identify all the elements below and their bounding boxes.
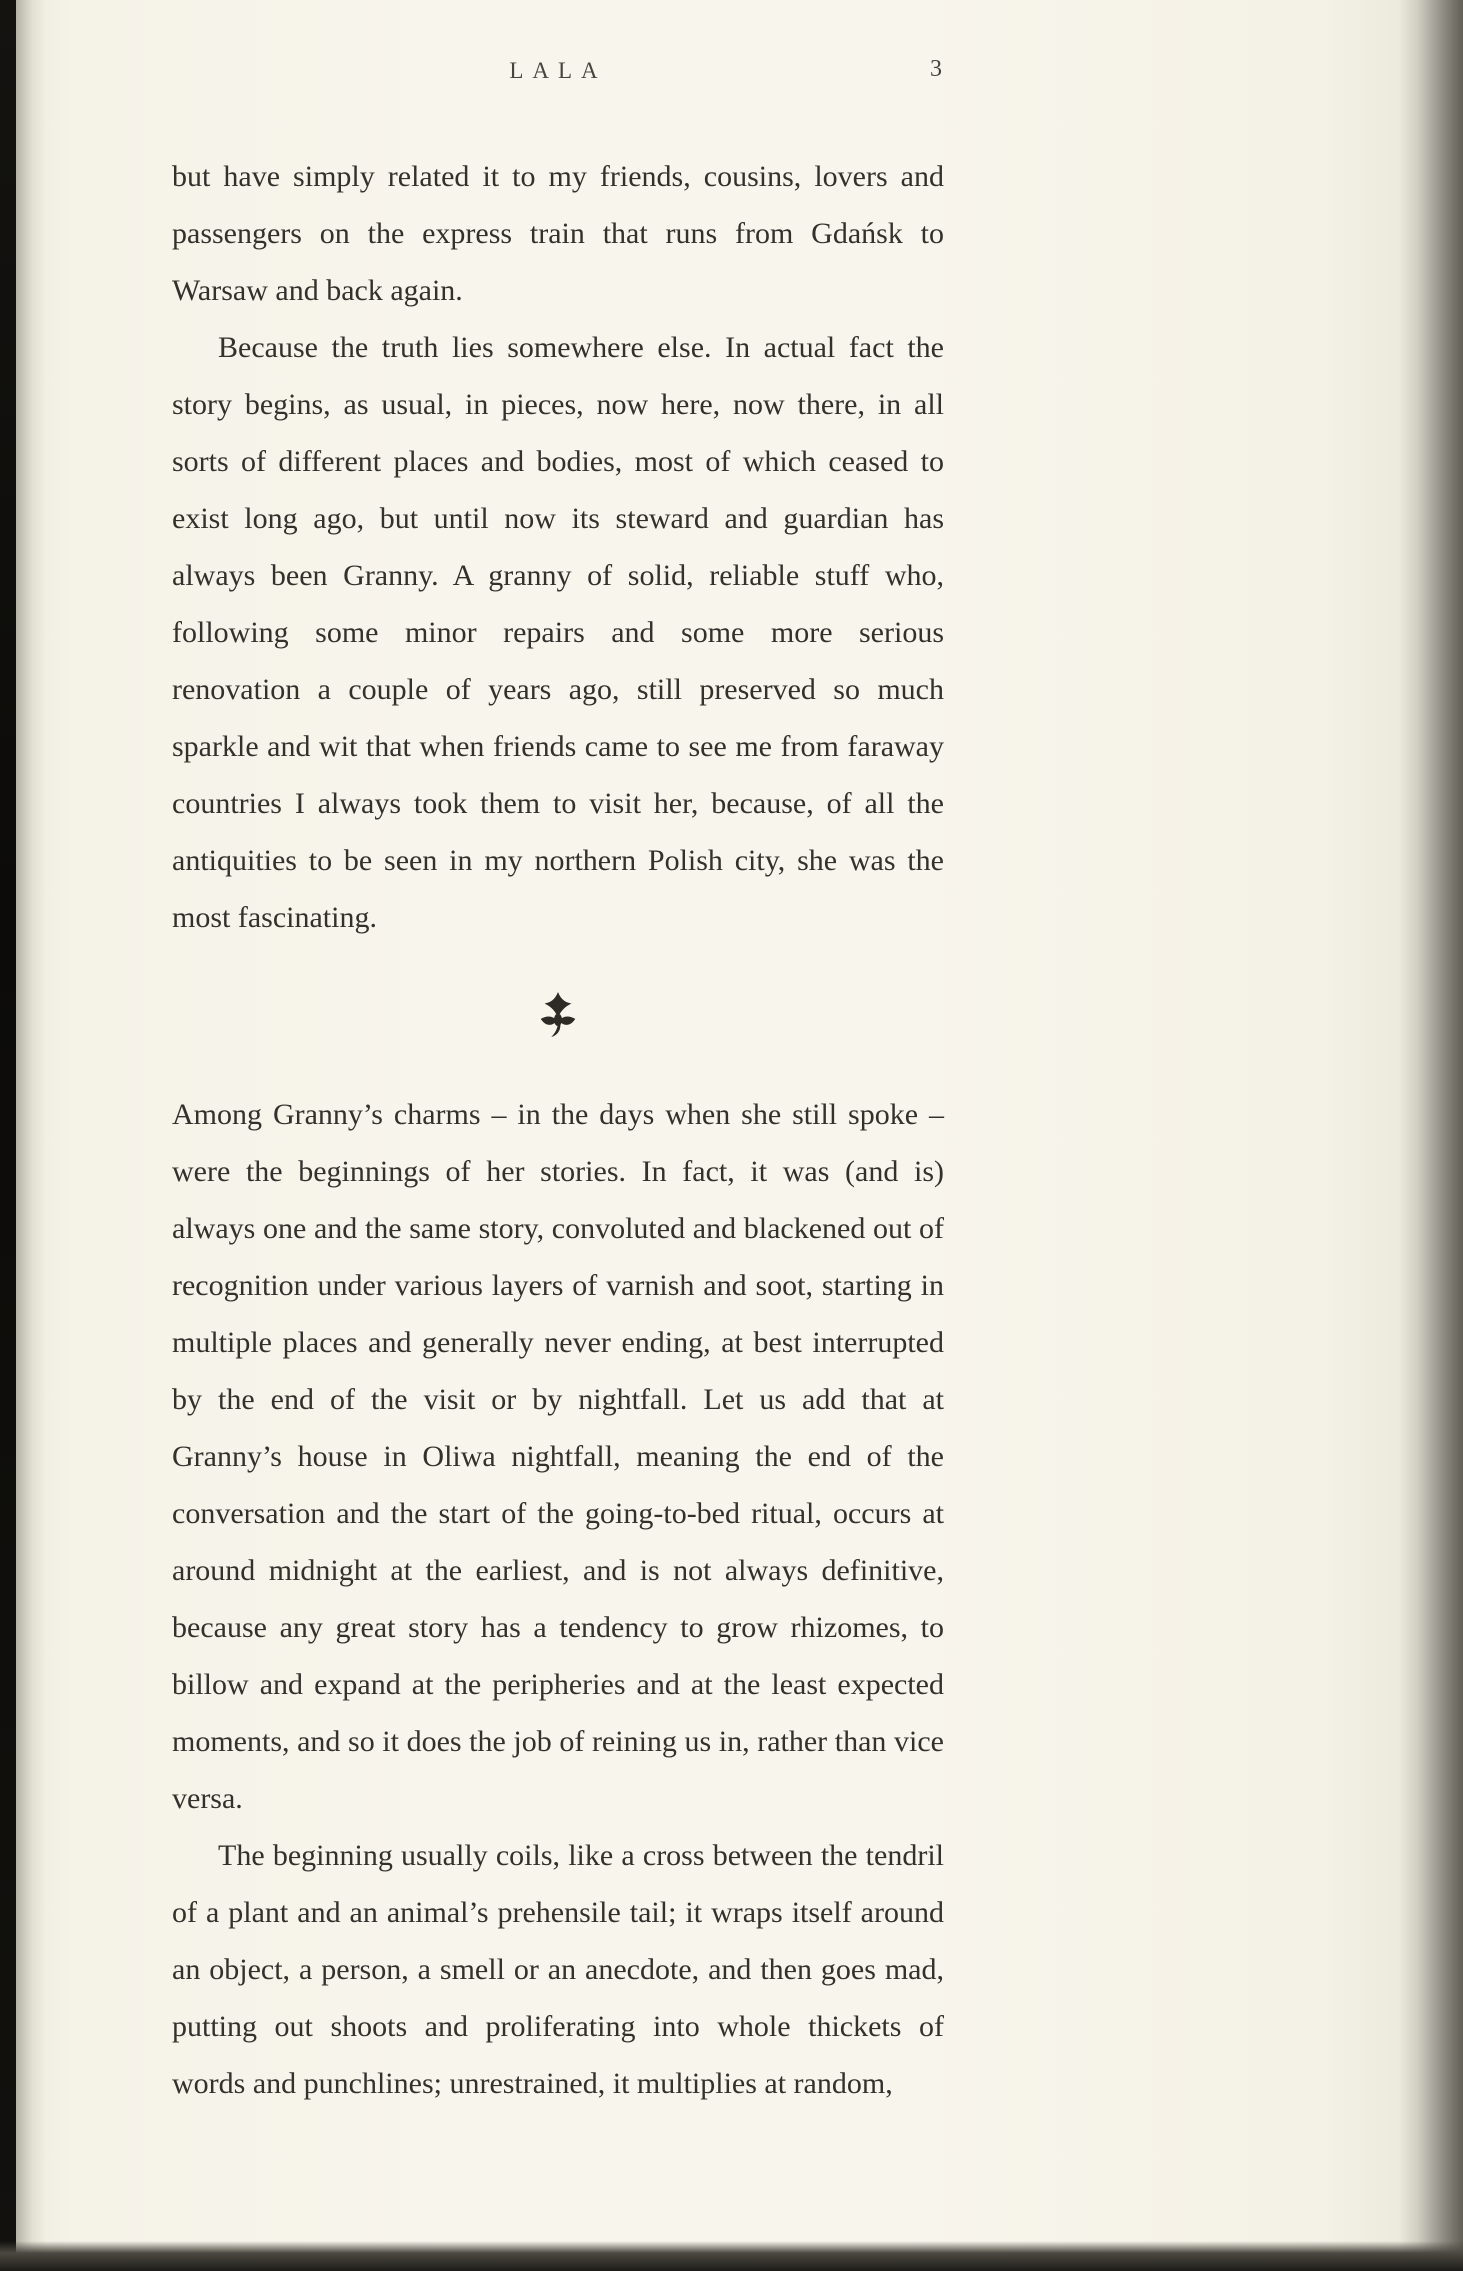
page-text [172, 148, 944, 2112]
section-break-ornament [172, 990, 944, 1040]
running-title: LALA [509, 58, 607, 83]
scan-edge-bottom [0, 2241, 1463, 2271]
paragraph: Among Granny’s charms – in the days when she still spoke – were the beginnings of her stories. In fact, it was (and is) always one and the same story, convoluted and blackened out of recognition under various layers of varnish and soot, starting in multiple places and generally never ending, at best interrupted by the end of the visit or by nightfall. Let us add that at Granny’s house in Oliwa nightfall, meaning the end of the conversation and the start of the going-to-bed ritual, occurs at around midnight at the earliest, and is not always definitive, because any great story has a tendency to grow rhizomes, to billow and expand at the peripheries and at the least expected moments, and so it does the job of reining us in, rather than vice versa. [172, 1098, 944, 1815]
scan-edge-left [0, 0, 16, 2271]
running-header [172, 58, 944, 84]
scan-edge-right [1399, 0, 1463, 2271]
scan-edge-left-shadow [16, 0, 46, 2271]
paragraph: but have simply related it to my friends, cousins, lovers and passengers on the express train that runs from Gdańsk to Warsaw and back again. [172, 160, 944, 307]
page-number: 3 [930, 56, 942, 82]
fleuron-icon [535, 1014, 581, 1047]
paragraph: The beginning usually coils, like a cross between the tendril of a plant and an animal’s prehensile tail; it wraps itself around an object, a person, a smell or an anecdote, and then goes mad, putting out shoots and proliferating into whole thickets of words and punchlines; unrestrained, it multiplies at random, [172, 1839, 944, 2100]
paragraph: Because the truth lies somewhere else. In actual fact the story begins, as usual, in pieces, now here, now there, in all sorts of different places and bodies, most of which ceased to exist long ago, but until now its steward and guardian has always been Granny. A granny of solid, reliable stuff who, following some minor repairs and some more serious renovation a couple of years ago, still preserved so much sparkle and wit that when friends came to see me from faraway countries I always took them to visit her, because, of all the antiquities to be seen in my northern Polish city, she was the most fascinating. [172, 331, 944, 934]
